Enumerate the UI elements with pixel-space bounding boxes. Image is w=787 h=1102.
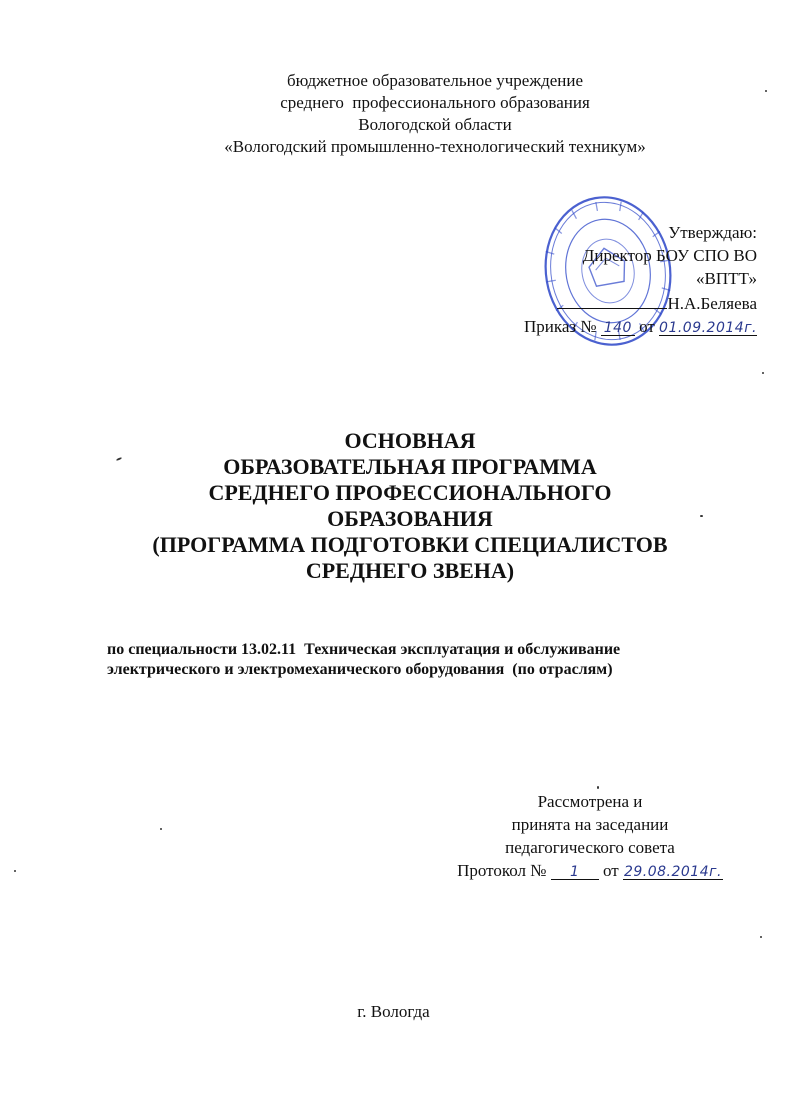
program-title <box>110 428 710 584</box>
scan-speck <box>14 870 16 872</box>
header-line-4: «Вологодский промышленно-технологический техникум» <box>224 137 646 156</box>
protocol-date: 29.08.2014г. <box>623 861 723 880</box>
scan-speck <box>765 90 767 92</box>
order-date: 01.09.2014г. <box>659 317 757 336</box>
signer-name: Н.А.Беляева <box>667 294 757 313</box>
specialty-line-2: электрического и электромеханического оборудования (по отраслям) <box>107 661 613 678</box>
protocol-date-label: от <box>598 861 623 880</box>
approve-signer <box>524 290 757 315</box>
signature-line <box>557 290 667 309</box>
council-block <box>440 790 740 882</box>
header-line-1: бюджетное образовательное учреждение <box>286 71 584 90</box>
protocol-label: Протокол № <box>457 861 551 880</box>
protocol-number: 1 <box>551 861 599 880</box>
scan-speck <box>700 515 703 517</box>
header-line-3: Вологодской области <box>358 115 512 134</box>
scan-speck <box>762 372 764 374</box>
council-line-3: педагогического совета <box>505 838 675 857</box>
institution-header <box>110 70 760 158</box>
approval-block <box>524 221 757 338</box>
council-line-1: Рассмотрена и <box>537 792 643 811</box>
title-line-6: СРЕДНЕГО ЗВЕНА) <box>305 558 515 583</box>
title-line-1: ОСНОВНАЯ <box>344 428 476 453</box>
approve-institution: «ВПТТ» <box>696 269 757 288</box>
order-date-label: от <box>634 317 660 336</box>
approve-position: Директор БОУ СПО ВО <box>582 246 757 265</box>
title-line-4: ОБРАЗОВАНИЯ <box>327 506 493 531</box>
council-protocol <box>440 859 740 882</box>
approve-label: Утверждаю: <box>668 223 757 242</box>
specialty-line-1: по специальности 13.02.11 Техническая эксплуатация и обслуживание <box>107 641 621 658</box>
header-line-2: среднего профессионального образования <box>280 93 590 112</box>
scan-speck <box>760 936 762 938</box>
title-line-5: (ПРОГРАММА ПОДГОТОВКИ СПЕЦИАЛИСТОВ <box>152 532 668 557</box>
scan-speck <box>160 828 162 830</box>
council-line-2: принята на заседании <box>511 815 669 834</box>
title-line-3: СРЕДНЕГО ПРОФЕССИОНАЛЬНОГО <box>208 480 612 505</box>
scan-speck <box>597 786 599 789</box>
city-label: г. Вологда <box>357 1002 430 1021</box>
order-label: Приказ № <box>523 317 601 336</box>
approve-order <box>524 315 757 338</box>
title-line-2: ОБРАЗОВАТЕЛЬНАЯ ПРОГРАММА <box>223 454 597 479</box>
order-number: 140 <box>601 317 635 336</box>
specialty-block <box>107 640 747 680</box>
